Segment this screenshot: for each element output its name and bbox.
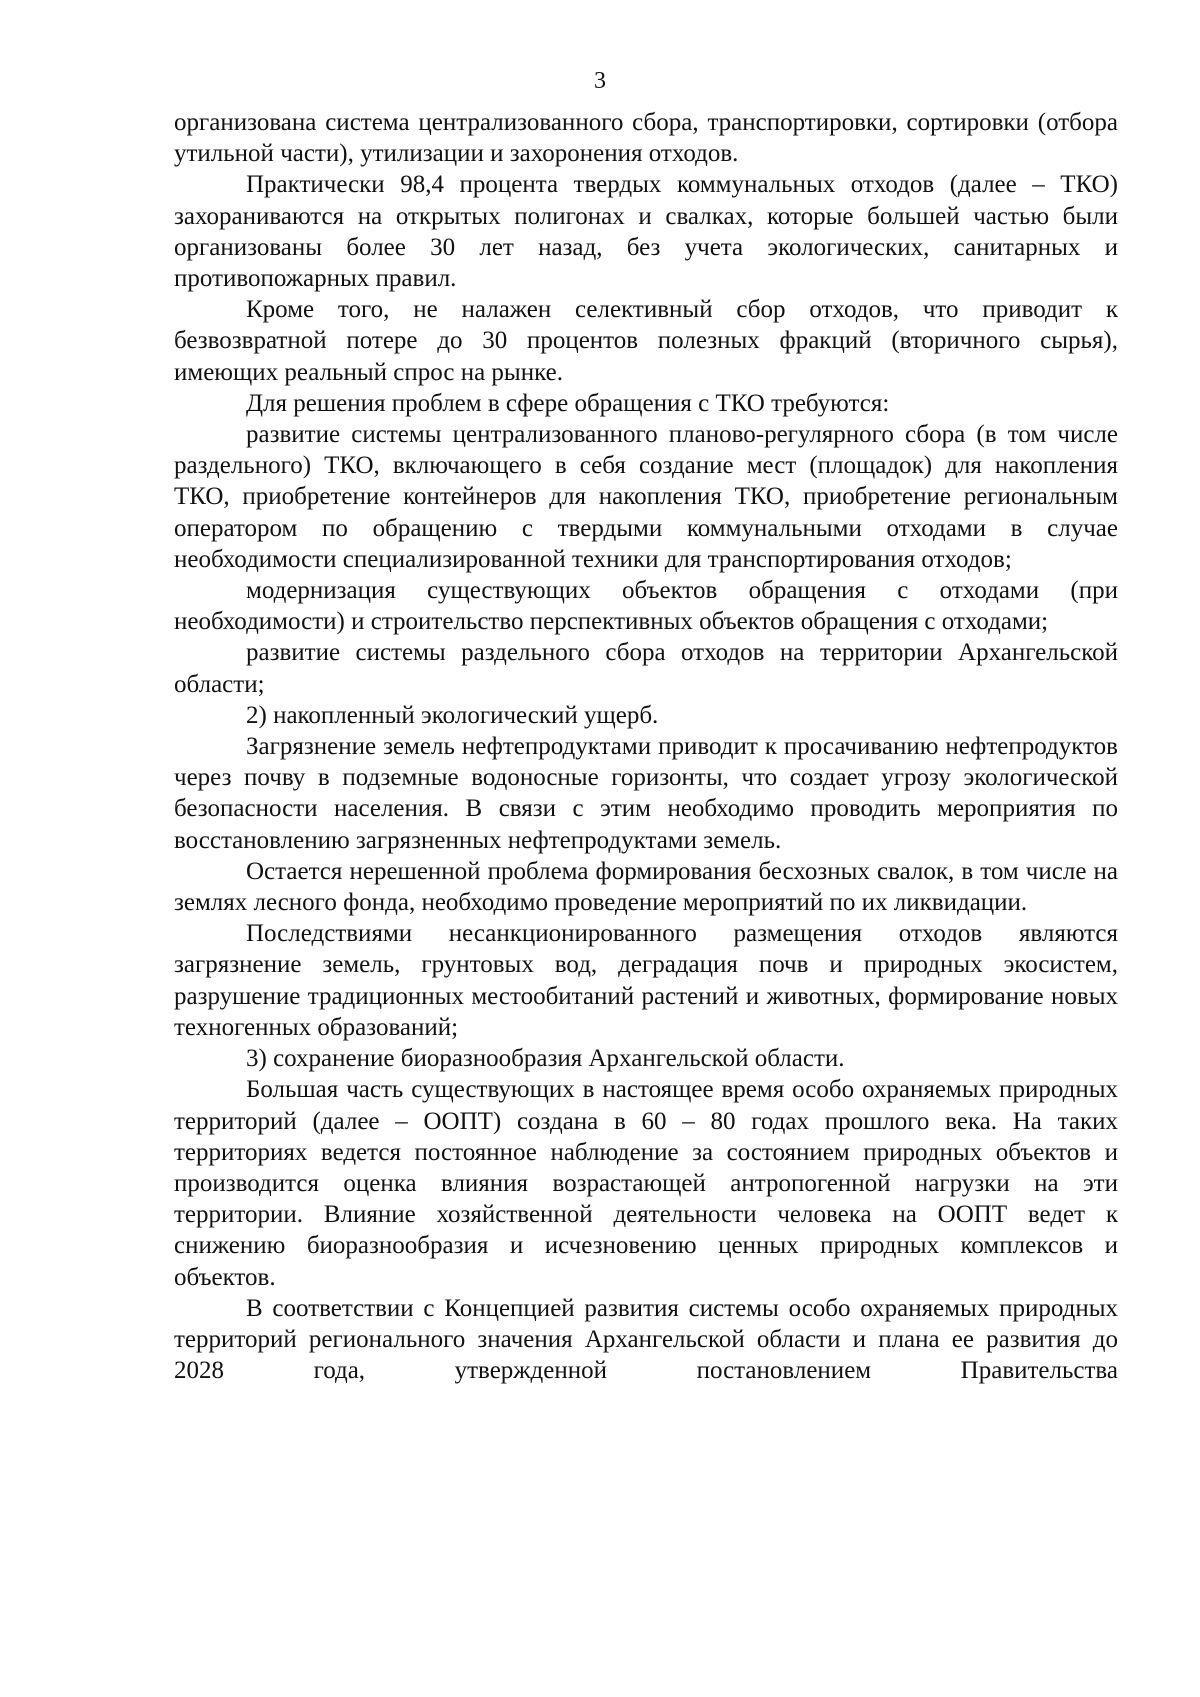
page-number: 3 xyxy=(594,68,606,94)
paragraph-protected-areas: Большая часть существующих в настоящее время особо охраняемых природных территорий (далее – ООПТ) создана в 60 – 80 годах прошлого века. На таких территориях ведется постоянное наблюдение за состоянием природных объектов и производится оценка влияния возрастающей антропогенной нагрузки на эти территории. Влияние хозяйственной деятельности человека на ООПТ ведет к снижению биоразнообразия и исчезновению ценных природных комплексов и объектов. xyxy=(174,1076,1118,1291)
paragraph-oil-contamination: Загрязнение земель нефтепродуктами приводит к просачиванию нефтепродуктов через почву в подземные водоносные горизонты, что создает угрозу экологической безопасности населения. В связи с этим необходимо проводить мероприятия по восстановлению загрязненных нефтепродуктами земель. xyxy=(174,733,1118,854)
list-item-separate-collection: развитие системы раздельного сбора отходов на территории Архангельской области; xyxy=(174,639,1118,698)
paragraph-selective-collection: Кроме того, не налажен селективный сбор отходов, что приводит к безвозвратной потере до 30 процентов полезных фракций (вторичного сырья), имеющих реальный спрос на рынке. xyxy=(174,296,1118,386)
section-heading-biodiversity: 3) сохранение биоразнообразия Архангельской области. xyxy=(246,1045,845,1073)
section-heading-accumulated-damage: 2) накопленный экологический ущерб. xyxy=(246,701,659,729)
document-body xyxy=(174,107,1118,1386)
paragraph-concept: В соответствии с Концепцией развития системы особо охраняемых природных территорий регионального значения Архангельской области и плана ее развития до 2028 года, утвержденной постановлением Правительства xyxy=(174,1294,1118,1385)
paragraph-continuation: организована система централизованного сбора, транспортировки, сортировки (отбора утильной части), утилизации и захоронения отходов. xyxy=(174,109,1118,168)
list-item-modernization: модернизация существующих объектов обращения с отходами (при необходимости) и строительство перспективных объектов обращения с отходами; xyxy=(174,577,1118,636)
paragraph-requirements-intro: Для решения проблем в сфере обращения с ТКО требуются: xyxy=(246,389,890,417)
paragraph-tko-landfills: Практически 98,4 процента твердых коммунальных отходов (далее – ТКО) захораниваются на открытых полигонах и свалках, которые большей частью были организованы более 30 лет назад, без учета экологических, санитарных и противопожарных правил. xyxy=(174,171,1118,293)
paragraph-ownerless-dumps: Остается нерешенной проблема формирования бесхозных свалок, в том числе на землях лесного фонда, необходимо проведение мероприятий по их ликвидации. xyxy=(174,857,1118,917)
list-item-collection-system: развитие системы централизованного планово-регулярного сбора (в том числе раздельного) ТКО, включающего в себя создание мест (площадок) для накопления ТКО, приобретение контейнеров для накопления ТКО, приобретение региональным оператором по обращению с твердыми коммунальными отходами в случае необходимости специализированной техники для транспортирования отходов; xyxy=(174,421,1118,573)
paragraph-consequences: Последствиями несанкционированного размещения отходов являются загрязнение земель, грунтовых вод, деградация почв и природных экосистем, разрушение традиционных местообитаний растений и животных, формирование новых техногенных образований; xyxy=(174,920,1118,1041)
